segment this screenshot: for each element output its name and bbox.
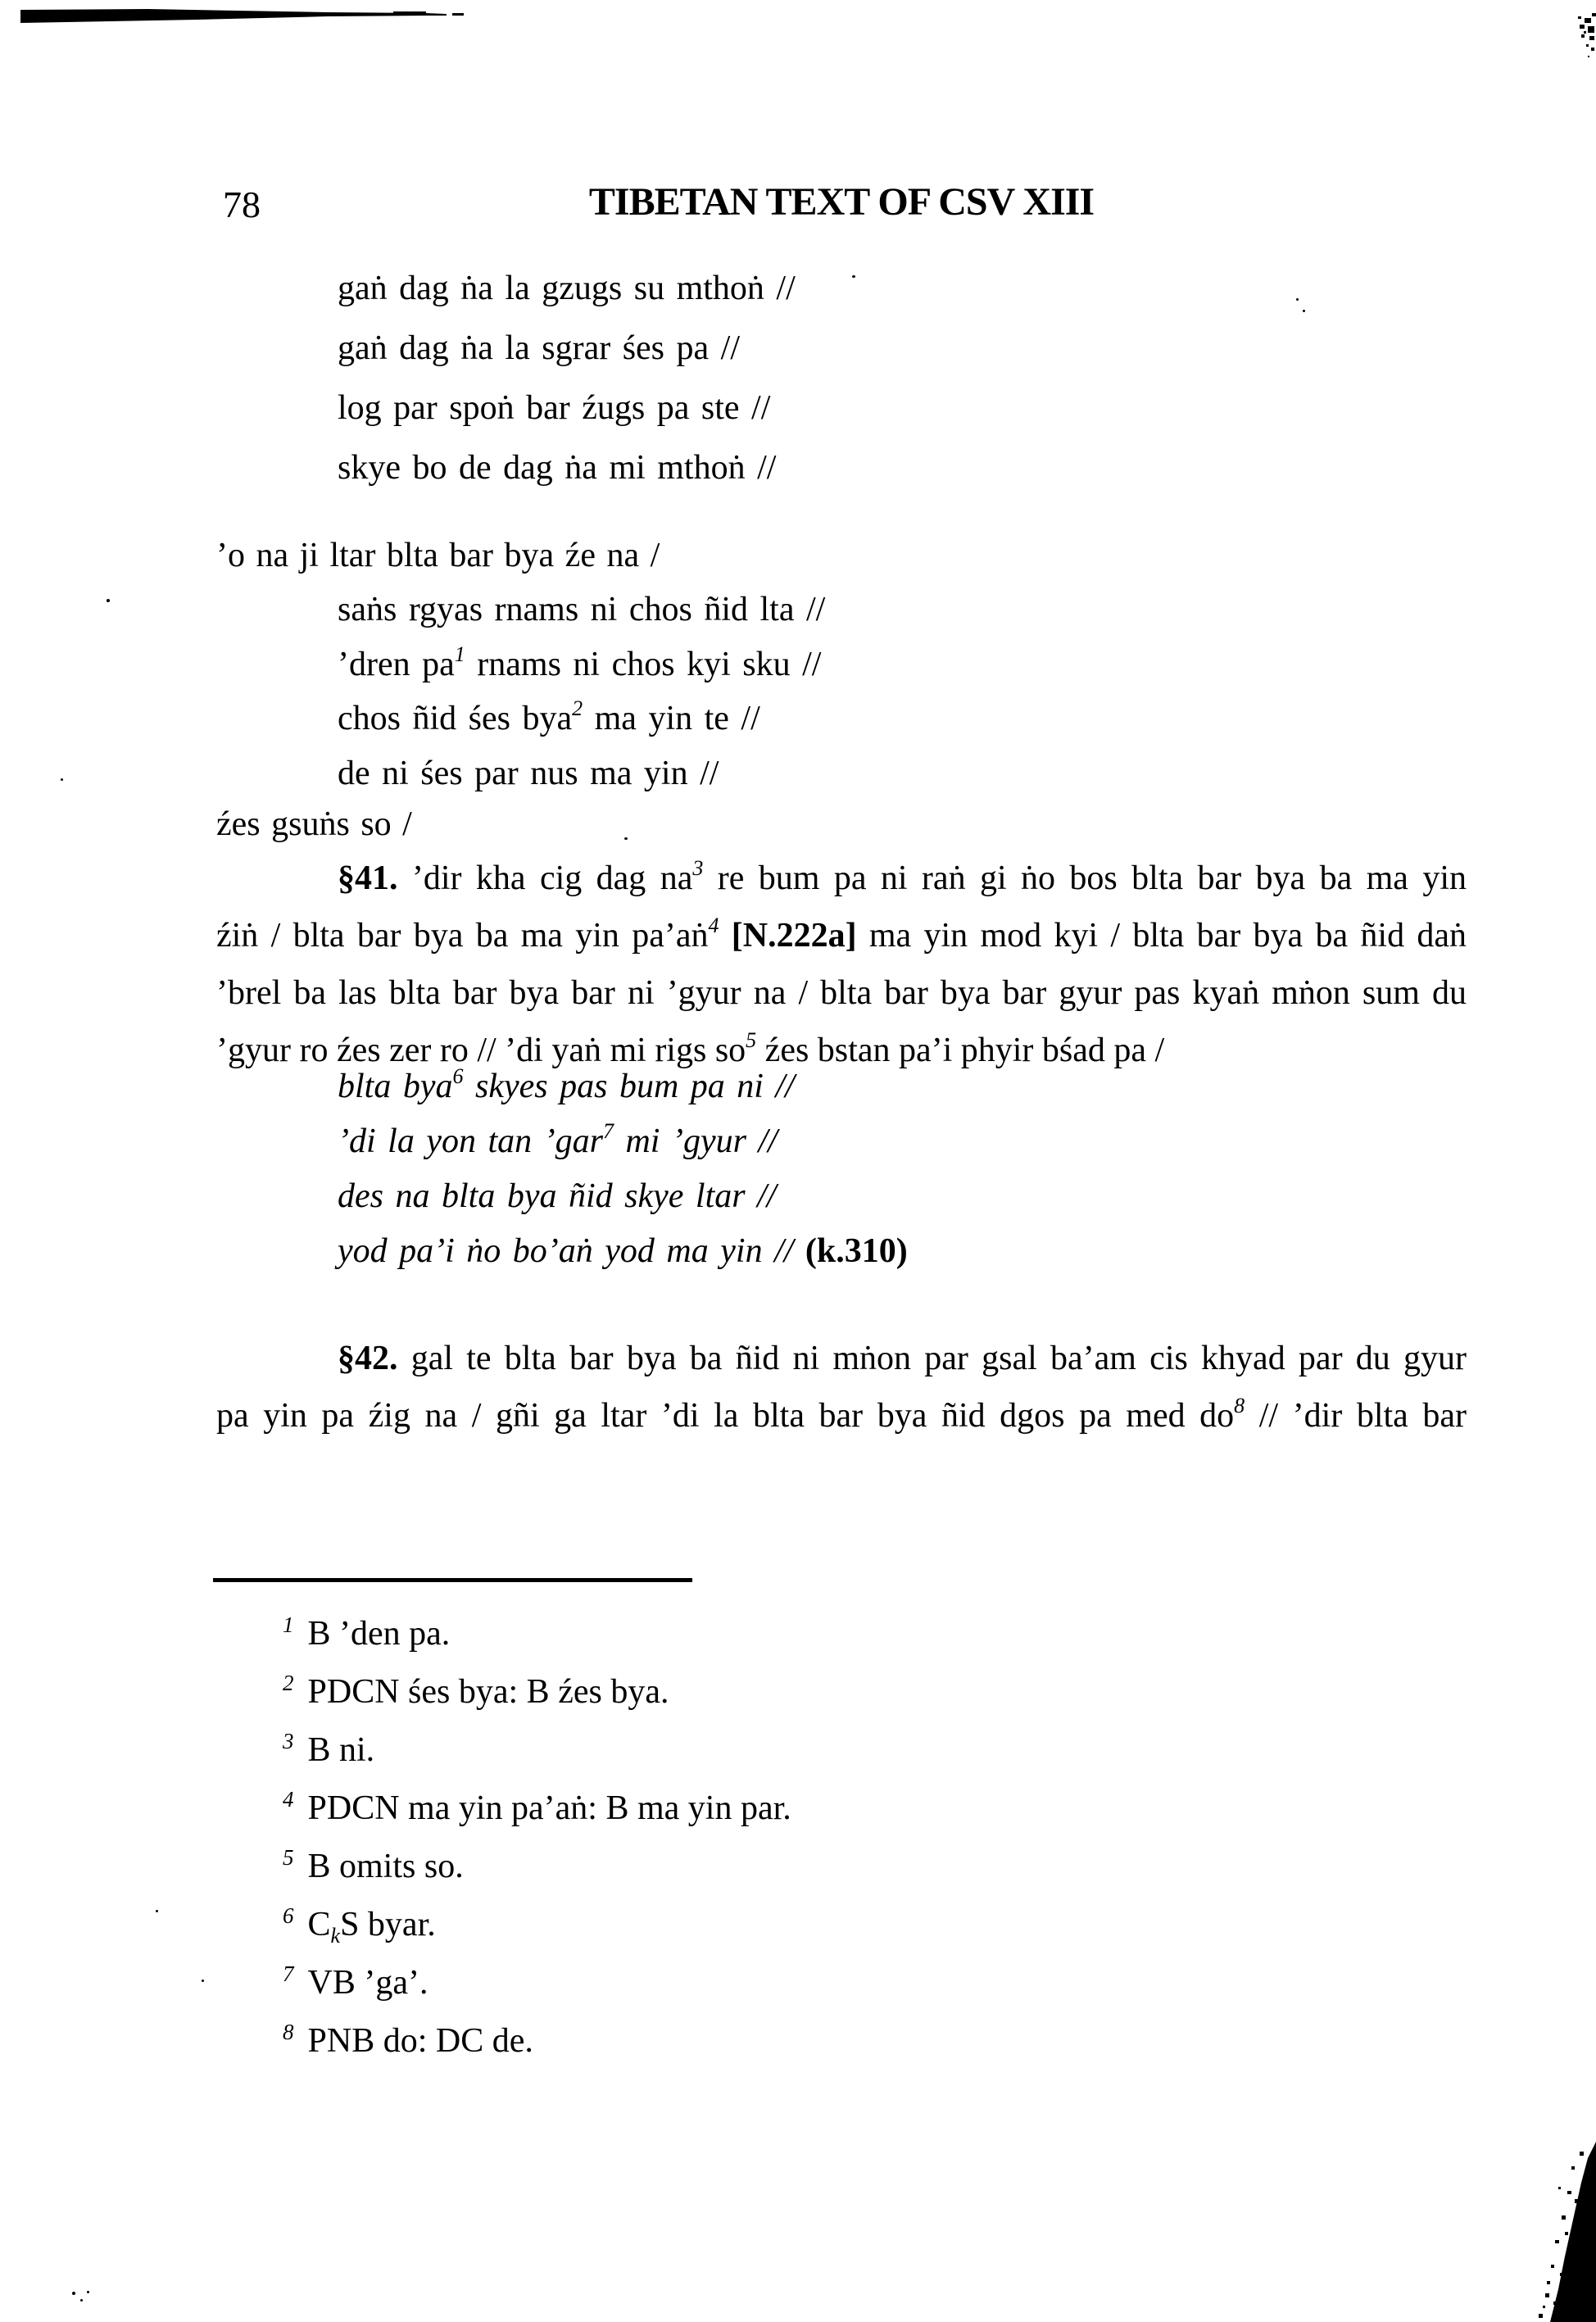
footnote-7	[283, 1959, 428, 2007]
footnote-text: PNB do: DC de.	[307, 2022, 533, 2060]
verse-line: blta bya$^6$ skyes pas bum pa ni //	[338, 1064, 795, 1105]
scan-noise-bottom-right	[1522, 2142, 1596, 2322]
scan-speck	[80, 2299, 83, 2302]
footnote-number: 2	[283, 1671, 294, 1695]
verse-line: chos ñid śes bya$^2$ ma yin te //	[338, 696, 760, 737]
footnote-4	[283, 1785, 791, 1832]
footnote-6	[283, 1901, 436, 1948]
paragraph-line: §42. gal te blta bar bya ba ñid ni mṅon par gsal ba’am cis khyad par du gyur	[338, 1340, 1467, 1377]
footnote-number: 5	[283, 1845, 294, 1870]
verse-line: yod pa’i ṅo bo’aṅ yod ma yin // (k.310)	[338, 1232, 908, 1270]
footnote-text: B ’den pa.	[307, 1615, 451, 1653]
paragraph-line: źiṅ / blta bar bya ba ma yin pa’aṅ$^4$ [N.222a] ma yin mod kyi / blta bar bya ba ñid daṅ	[216, 914, 1467, 955]
scan-speck	[852, 275, 855, 278]
paragraph-line: ’brel ba las blta bar bya bar ni ’gyur na / blta bar bya bar gyur pas kyaṅ mṅon sum du	[216, 974, 1467, 1012]
footnote-5	[283, 1843, 464, 1890]
scan-speck	[156, 1910, 158, 1912]
page-number: 78	[223, 184, 261, 225]
scan-noise-top-bar	[0, 0, 492, 33]
scan-speck	[624, 837, 628, 840]
verse-line: gaṅ dag ṅa la sgrar śes pa //	[338, 329, 741, 367]
footnote-8	[283, 2017, 533, 2065]
scan-speck	[202, 1980, 204, 1982]
prose-closing-line: źes gsuṅs so /	[216, 805, 412, 843]
footnote-2	[283, 1668, 669, 1716]
scan-noise-top-right	[1576, 11, 1596, 59]
footnote-number: 7	[283, 1961, 294, 1986]
footnote-text: B omits so.	[307, 1848, 464, 1885]
scan-speck	[72, 2292, 75, 2295]
verse-line: gaṅ dag ṅa la gzugs su mthoṅ //	[338, 270, 796, 307]
scan-speck	[1303, 310, 1305, 312]
scan-speck	[87, 2291, 89, 2293]
footnote-number: 3	[283, 1729, 294, 1753]
footnote-number: 6	[283, 1903, 294, 1928]
scan-speck	[61, 778, 63, 781]
footnote-text: VB ’ga’.	[307, 1964, 428, 2002]
footnote-text: PDCN ma yin pa’aṅ: B ma yin par.	[307, 1789, 791, 1827]
paragraph-line: pa yin pa źig na / gñi ga ltar ’di la blta bar bya ñid dgos pa med $do^8$ // ’dir blta bar	[216, 1394, 1467, 1435]
scan-speck	[1296, 298, 1299, 301]
verse-line: des na blta bya ñid skye ltar //	[338, 1177, 777, 1215]
verse-line: ’dren $pa^1$ rnams ni chos kyi sku //	[338, 642, 822, 683]
footnote-text: PDCN śes bya: B źes bya.	[307, 1673, 669, 1711]
verse-line: log par spoṅ bar źugs pa ste //	[338, 389, 771, 427]
scan-speck	[107, 599, 110, 602]
footnote-1	[283, 1610, 450, 1658]
footnote-number: 1	[283, 1612, 294, 1637]
verse-line: de ni śes par nus ma yin //	[338, 755, 719, 792]
footnote-text: B ni.	[307, 1731, 375, 1769]
footnote-separator-rule	[213, 1578, 692, 1582]
page-title: TIBETAN TEXT OF CSV XIII	[588, 180, 1095, 224]
verse-line: ’di la yon tan ’gar$^7$ mi ’gyur //	[338, 1119, 778, 1160]
verse-line: saṅs rgyas rnams ni chos ñid lta //	[338, 591, 826, 628]
paragraph-line: ’gyur ro źes zer ro // ’di yaṅ mi rigs $so^5$ źes bstan pa’i phyir bśad pa /	[216, 1028, 1165, 1069]
prose-intro-line: ’o na ji ltar blta bar bya źe na /	[216, 537, 660, 574]
footnote-number: 8	[283, 2020, 294, 2044]
verse-line: skye bo de dag ṅa mi mthoṅ //	[338, 449, 777, 487]
running-header	[0, 179, 1596, 236]
paragraph-line: §41. ’dir kha cig dag $na^3$ re bum pa ni raṅ gi ṅo bos blta bar bya ba ma yin	[338, 856, 1467, 897]
footnote-text: $C_kS$ byar.	[307, 1906, 436, 1948]
footnote-number: 4	[283, 1787, 294, 1812]
footnote-3	[283, 1726, 374, 1774]
